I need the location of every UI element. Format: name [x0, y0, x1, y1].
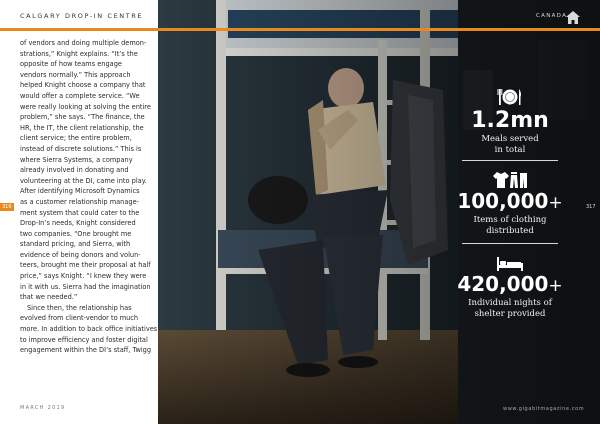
issue-date: MARCH 2019 [20, 405, 66, 411]
bed-icon [497, 255, 523, 271]
stat-clothing-desc-line: distributed [486, 225, 534, 236]
page-number-right: 317 [586, 204, 596, 210]
article-line: strations,” Knight explains. “It’s the [20, 49, 138, 58]
article-line: After identifying Microsoft Dynamics [20, 187, 140, 196]
header-rule [0, 28, 158, 31]
article-line: evidence of being donors and volun- [20, 250, 141, 259]
left-page [0, 0, 158, 424]
stat-shelter-desc [455, 298, 565, 319]
home-icon[interactable] [566, 9, 580, 22]
stat-clothing [455, 172, 565, 236]
stat-shelter-suffix: + [548, 276, 563, 296]
stat-shelter-number: 420,000 [457, 272, 549, 296]
section-title: CALGARY DROP-IN CENTRE [20, 12, 144, 20]
article-line: Drop-In’s needs, Knight considered [20, 219, 136, 228]
article-line: where Sierra Systems, a company [20, 155, 133, 164]
stat-shelter-desc-line: shelter provided [474, 308, 546, 319]
stat-meals-value: 1.2mn [471, 108, 549, 133]
article-line: were really looking at solving the entire [20, 102, 151, 111]
article-line: more. In addition to back office initiatives [20, 325, 158, 334]
stat-shelter-desc-line: Individual nights of [468, 298, 552, 308]
article-line: helped Knight choose a company that [20, 81, 146, 90]
article-line: to improve efficiency and foster digital [20, 335, 148, 344]
stat-clothing-suffix: + [548, 193, 563, 213]
article-line: opposite of how teams engage [20, 60, 122, 69]
article-line: engagement within the DI’s staff, Twigg [20, 346, 152, 355]
stat-meals-desc-line: in total [494, 144, 526, 155]
stat-clothing-value [455, 189, 565, 215]
stat-clothing-desc-line: Items of clothing [473, 215, 547, 225]
article-line: Since then, the relationship has [27, 303, 132, 312]
stat-divider [462, 243, 558, 244]
article-line: instead of discrete solutions.” This is [20, 144, 142, 153]
header-rule-right [158, 28, 600, 31]
stat-meals-desc-line: Meals served [481, 134, 539, 144]
stat-clothing-desc [455, 215, 565, 236]
article-line: client service; the entire problem, [20, 134, 132, 143]
article-line: in it with us. Sierra had the imagination [20, 282, 151, 291]
article-line: vendors normally.” This approach [20, 70, 131, 79]
clothing-icon [493, 172, 527, 188]
article-line: volunteering at the DI, came into play. [20, 176, 147, 185]
article-body [20, 38, 158, 356]
stat-shelter [455, 255, 565, 319]
stat-shelter-value [455, 272, 565, 298]
article-line: standard pricing, and Sierra, with [20, 240, 131, 249]
article-line: ment system that could cater to the [20, 208, 140, 217]
stat-meals [455, 88, 565, 155]
website-url[interactable]: www.gigabitmagazine.com [503, 406, 585, 412]
region-label: CANADA [536, 13, 568, 19]
article-line: would offer a complete service. “We [20, 91, 140, 100]
article-line: HR, the IT, the client relationship, the [20, 123, 144, 132]
article-line: evolved from client-vendor to much [20, 314, 139, 323]
article-line: teers, brought me their proposal at half [20, 261, 151, 270]
stat-clothing-number: 100,000 [457, 189, 549, 213]
page-number-left: 316 [2, 204, 12, 210]
article-line: of vendors and doing multiple demon- [20, 39, 147, 47]
stat-meals-desc [455, 134, 565, 155]
article-line: price,” says Knight. “I knew they were [20, 272, 147, 281]
stat-divider [462, 160, 558, 161]
plate-fork-knife-icon [497, 88, 523, 106]
article-line: problem,” she says. “The finance, the [20, 113, 145, 122]
article-line: as a customer relationship manage- [20, 197, 140, 206]
article-line: already involved in donating and [20, 166, 129, 175]
article-line: that we needed.” [20, 293, 78, 302]
article-line: two companies. “One brought me [20, 229, 132, 238]
